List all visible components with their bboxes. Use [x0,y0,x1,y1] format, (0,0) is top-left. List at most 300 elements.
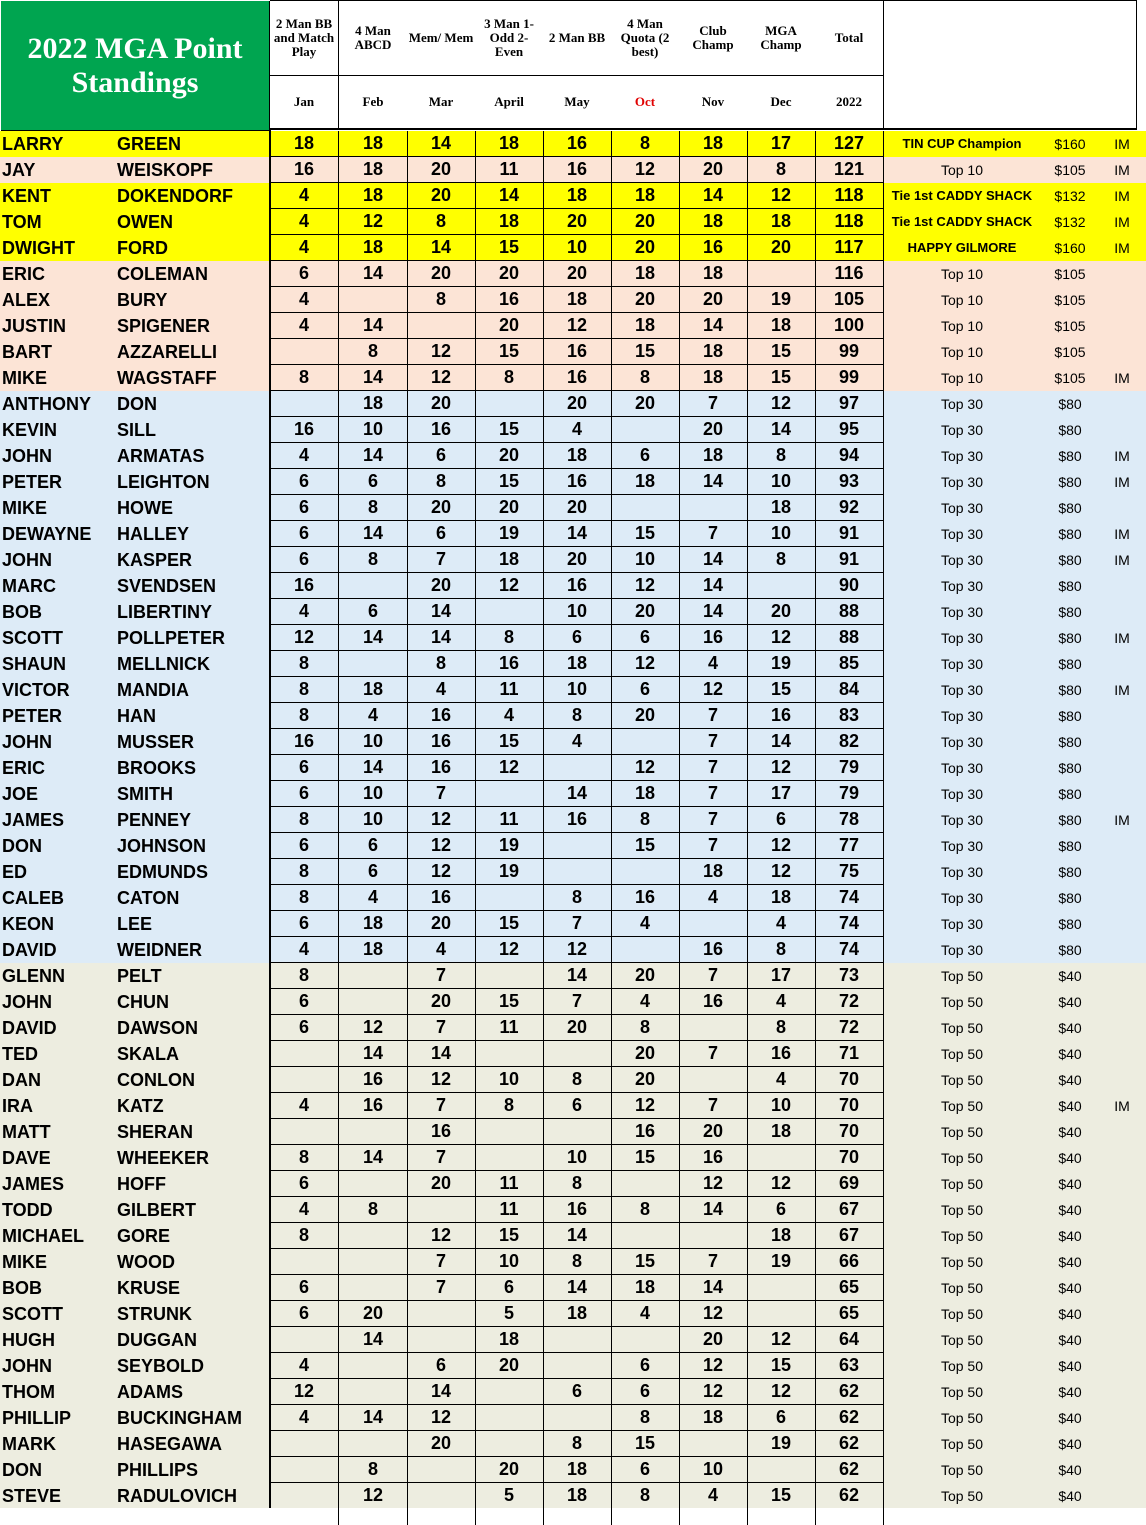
event-points: 4 [679,651,748,677]
event-points: 4 [270,1093,339,1119]
event-points: 7 [679,1249,748,1275]
event-points [339,651,408,677]
total-points: 93 [815,469,884,495]
event-points: 7 [679,703,748,729]
event-points: 14 [679,547,748,573]
column-event-header: Mem/ Mem [407,0,476,76]
table-row [0,521,1146,547]
im-flag [1104,963,1140,989]
award-label: Top 50 [940,1306,984,1322]
title-line-2: Standings [71,65,199,99]
award-label: Top 30 [940,474,984,490]
total-points: 74 [815,885,884,911]
total-points: 118 [815,183,884,209]
table-row [0,1301,1146,1327]
last-name: KATZ [117,1096,164,1116]
total-points: 100 [815,313,884,339]
event-points [611,495,680,521]
event-points: 16 [543,469,612,495]
event-points: 20 [611,963,680,989]
last-name: GREEN [117,134,182,154]
first-name: MIKE [2,368,47,388]
last-name: HASEGAWA [117,1434,223,1454]
event-points: 18 [747,1223,816,1249]
total-points: 91 [815,521,884,547]
first-name: KEVIN [2,420,58,440]
event-points [339,1249,408,1275]
event-points: 14 [407,625,476,651]
event-points: 16 [270,157,339,183]
event-points: 8 [543,1171,612,1197]
event-points: 8 [543,885,612,911]
event-points: 18 [475,209,544,235]
total-points: 79 [815,755,884,781]
event-points [339,1119,408,1145]
event-points: 18 [543,1483,612,1509]
event-points: 20 [611,1041,680,1067]
last-name: DON [117,394,157,414]
event-points: 18 [611,469,680,495]
im-flag: IM [1114,474,1130,490]
column-event-header: 2 Man BB and Match Play [270,0,339,76]
last-name: LIBERTINY [117,602,213,622]
award-label: Top 30 [940,656,984,672]
table-row [0,989,1146,1015]
first-name: GLENN [2,966,65,986]
event-points: 8 [407,651,476,677]
event-points: 20 [407,157,476,183]
table-row [0,859,1146,885]
blank-cell [747,1508,816,1525]
event-points: 15 [747,1483,816,1509]
event-points: 18 [543,1301,612,1327]
event-points: 11 [475,807,544,833]
prize-amount: $80 [1058,864,1082,880]
prize-amount: $40 [1058,1072,1082,1088]
im-flag: IM [1114,630,1130,646]
event-points: 15 [747,339,816,365]
event-points [679,1431,748,1457]
event-points [475,1431,544,1457]
event-points: 20 [747,599,816,625]
award-label: Top 30 [940,422,984,438]
table-row [0,1457,1146,1483]
im-flag: IM [1114,552,1130,568]
prize-amount: $40 [1058,1150,1082,1166]
prize-amount: $40 [1058,1046,1082,1062]
event-points: 14 [543,521,612,547]
table-row [0,1171,1146,1197]
award-label: HAPPY GILMORE [907,240,1017,255]
event-points: 6 [270,261,339,287]
name-column-divider [269,130,271,1525]
last-name: BROOKS [117,758,197,778]
table-row [0,131,1146,157]
event-points [407,1483,476,1509]
award-label: Top 30 [940,812,984,828]
event-points [475,391,544,417]
im-flag: IM [1114,214,1130,230]
blank-cell [815,1508,884,1525]
event-points: 4 [475,703,544,729]
event-points: 5 [475,1301,544,1327]
first-name: SHAUN [2,654,67,674]
event-points: 12 [407,1223,476,1249]
prize-amount: $105 [1054,370,1086,386]
event-points: 14 [679,469,748,495]
event-points: 14 [543,1275,612,1301]
event-points: 19 [747,651,816,677]
last-name: DAWSON [117,1018,198,1038]
event-points [339,573,408,599]
event-points: 8 [543,1067,612,1093]
event-points: 20 [475,443,544,469]
event-points: 16 [339,1093,408,1119]
event-points: 7 [407,1145,476,1171]
event-points: 10 [543,599,612,625]
award-label: Top 30 [940,890,984,906]
event-points [475,1405,544,1431]
award-label: Top 10 [940,292,984,308]
event-points: 12 [339,1483,408,1509]
award-label: Top 50 [940,1228,984,1244]
blank-cell [611,1508,680,1525]
event-points [270,1249,339,1275]
award-label: Top 30 [940,552,984,568]
award-label: Top 50 [940,1410,984,1426]
event-points: 12 [747,625,816,651]
event-points: 14 [543,1223,612,1249]
event-points: 12 [679,1379,748,1405]
event-points [747,1145,816,1171]
header-blank-area [884,0,1137,130]
award-label: Top 10 [940,266,984,282]
blank-cell [407,1508,476,1525]
table-row [0,937,1146,963]
event-points: 14 [543,781,612,807]
award-label: Top 50 [940,1020,984,1036]
first-name: JOE [2,784,39,804]
table-row [0,1093,1146,1119]
im-flag [1104,1015,1140,1041]
event-points: 12 [747,1379,816,1405]
award-label: Top 50 [940,1072,984,1088]
event-points: 20 [611,391,680,417]
event-points [475,781,544,807]
event-points: 12 [407,807,476,833]
event-points: 18 [475,1327,544,1353]
event-points: 4 [679,1483,748,1509]
event-points [407,1457,476,1483]
first-name: JAMES [2,810,65,830]
event-points [543,1327,612,1353]
event-points: 8 [407,209,476,235]
event-points [270,391,339,417]
event-points: 20 [339,1301,408,1327]
event-points: 18 [747,885,816,911]
prize-amount: $40 [1058,1202,1082,1218]
award-label: Top 50 [940,994,984,1010]
event-points: 11 [475,677,544,703]
total-points: 116 [815,261,884,287]
event-points: 12 [747,183,816,209]
award-label: Top 10 [940,162,984,178]
table-row [0,1041,1146,1067]
award-label: Top 50 [940,968,984,984]
event-points [339,1223,408,1249]
event-points: 20 [611,209,680,235]
first-name: JAY [2,160,36,180]
column-month-header: 2022 [815,76,884,130]
prize-amount: $80 [1058,916,1082,932]
event-points: 17 [747,963,816,989]
last-name: SKALA [117,1044,179,1064]
event-points: 4 [747,911,816,937]
total-points: 64 [815,1327,884,1353]
event-points: 6 [339,599,408,625]
first-name: JOHN [2,992,53,1012]
event-points: 4 [270,1405,339,1431]
column-event-header: 2 Man BB [543,0,612,76]
prize-amount: $40 [1058,994,1082,1010]
first-name: DAVE [2,1148,51,1168]
total-points: 73 [815,963,884,989]
total-points: 62 [815,1457,884,1483]
column-event-header: 3 Man 1- Odd 2- Even [475,0,544,76]
prize-amount: $80 [1058,786,1082,802]
event-points: 20 [543,495,612,521]
event-points: 18 [611,313,680,339]
table-row [0,573,1146,599]
event-points: 4 [407,937,476,963]
event-points: 6 [339,859,408,885]
table-row [0,1197,1146,1223]
im-flag [1104,261,1140,287]
total-points: 92 [815,495,884,521]
event-points: 7 [543,911,612,937]
prize-amount: $160 [1054,136,1086,152]
award-label: Top 30 [940,942,984,958]
event-points: 10 [611,547,680,573]
event-points: 18 [611,183,680,209]
event-points: 6 [270,1015,339,1041]
last-name: PENNEY [117,810,192,830]
event-points: 8 [611,365,680,391]
event-points: 12 [747,833,816,859]
table-row [0,1405,1146,1431]
table-row [0,1379,1146,1405]
first-name: JOHN [2,446,53,466]
award-label: Top 30 [940,838,984,854]
event-points: 18 [747,209,816,235]
event-points: 6 [339,469,408,495]
table-row [0,677,1146,703]
prize-amount: $80 [1058,526,1082,542]
last-name: SVENDSEN [117,576,217,596]
event-points: 15 [475,235,544,261]
event-points: 4 [270,313,339,339]
last-name: JOHNSON [117,836,207,856]
event-points: 12 [611,755,680,781]
event-points: 16 [543,365,612,391]
first-name: MATT [2,1122,51,1142]
im-flag [1104,339,1140,365]
prize-amount: $40 [1058,1358,1082,1374]
prize-amount: $80 [1058,942,1082,958]
first-name: LARRY [2,134,64,154]
last-name: MELLNICK [117,654,210,674]
event-points [475,1119,544,1145]
event-points: 19 [747,1249,816,1275]
first-name: JUSTIN [2,316,67,336]
event-points [679,1067,748,1093]
im-flag [1104,729,1140,755]
event-points: 14 [543,963,612,989]
table-row [0,1223,1146,1249]
event-points: 16 [679,235,748,261]
total-points: 99 [815,365,884,391]
table-row [0,1145,1146,1171]
event-points: 12 [679,677,748,703]
event-points: 20 [407,495,476,521]
event-points: 10 [747,469,816,495]
event-points: 20 [611,235,680,261]
total-points: 88 [815,599,884,625]
total-points: 90 [815,573,884,599]
event-points: 8 [270,963,339,989]
event-points [339,1171,408,1197]
award-label: Top 50 [940,1150,984,1166]
event-points: 18 [543,651,612,677]
award-label: Top 10 [940,344,984,360]
award-label: Top 30 [940,734,984,750]
event-points: 12 [543,313,612,339]
last-name: BUCKINGHAM [117,1408,242,1428]
event-points: 14 [339,625,408,651]
event-points: 8 [611,1015,680,1041]
total-points: 72 [815,1015,884,1041]
event-points: 11 [475,157,544,183]
event-points: 18 [611,1275,680,1301]
im-flag [1104,989,1140,1015]
event-points: 8 [611,1197,680,1223]
event-points: 12 [270,1379,339,1405]
im-flag [1104,1223,1140,1249]
event-points: 20 [679,1327,748,1353]
event-points: 20 [475,1457,544,1483]
total-points: 83 [815,703,884,729]
last-name: WEIDNER [117,940,202,960]
prize-amount: $40 [1058,1488,1082,1504]
event-points: 16 [611,1119,680,1145]
event-points: 16 [475,651,544,677]
event-points: 8 [475,1093,544,1119]
event-points [611,859,680,885]
table-row [0,495,1146,521]
table-row [0,781,1146,807]
sheet-title [1,1,271,132]
award-label: Top 10 [940,318,984,334]
prize-amount: $105 [1054,266,1086,282]
event-points: 12 [747,391,816,417]
event-points: 4 [270,183,339,209]
event-points: 10 [339,807,408,833]
event-points: 14 [407,1041,476,1067]
table-row [0,885,1146,911]
event-points: 15 [475,339,544,365]
event-points: 15 [747,365,816,391]
total-points: 94 [815,443,884,469]
event-points: 16 [407,703,476,729]
last-name: KASPER [117,550,193,570]
column-month-header: Mar [407,76,476,130]
event-points: 16 [679,937,748,963]
event-points: 12 [407,833,476,859]
prize-amount: $80 [1058,422,1082,438]
event-points: 4 [270,599,339,625]
event-points: 12 [270,625,339,651]
event-points: 20 [475,261,544,287]
event-points: 8 [747,157,816,183]
award-label: Top 30 [940,682,984,698]
event-points: 8 [747,547,816,573]
event-points: 12 [407,1405,476,1431]
event-points: 8 [270,859,339,885]
im-flag [1104,1379,1140,1405]
prize-amount: $105 [1054,318,1086,334]
event-points: 15 [747,677,816,703]
last-name: HAN [117,706,156,726]
event-points: 14 [679,313,748,339]
table-row [0,547,1146,573]
last-name: POLLPETER [117,628,226,648]
im-flag [1104,495,1140,521]
im-flag: IM [1114,682,1130,698]
event-points: 14 [407,235,476,261]
event-points: 19 [747,287,816,313]
event-points: 12 [679,1353,748,1379]
event-points [747,1301,816,1327]
table-row [0,339,1146,365]
event-points: 20 [679,157,748,183]
im-flag [1104,1353,1140,1379]
event-points: 16 [543,131,612,157]
event-points: 14 [407,599,476,625]
total-points: 84 [815,677,884,703]
first-name: MICHAEL [2,1226,84,1246]
event-points: 16 [339,1067,408,1093]
prize-amount: $80 [1058,734,1082,750]
event-points: 18 [679,859,748,885]
event-points: 4 [270,209,339,235]
award-label: Top 30 [940,916,984,932]
first-name: ERIC [2,264,46,284]
event-points: 4 [270,1197,339,1223]
im-flag [1104,1301,1140,1327]
last-name: PELT [117,966,162,986]
first-name: JOHN [2,1356,53,1376]
event-points: 12 [611,1093,680,1119]
event-points: 15 [611,339,680,365]
event-points: 8 [270,1145,339,1171]
award-label: Top 30 [940,448,984,464]
total-points: 85 [815,651,884,677]
event-points: 4 [270,287,339,313]
im-flag: IM [1114,136,1130,152]
award-label: Top 50 [940,1098,984,1114]
event-points: 14 [475,183,544,209]
award-label: Top 30 [940,760,984,776]
